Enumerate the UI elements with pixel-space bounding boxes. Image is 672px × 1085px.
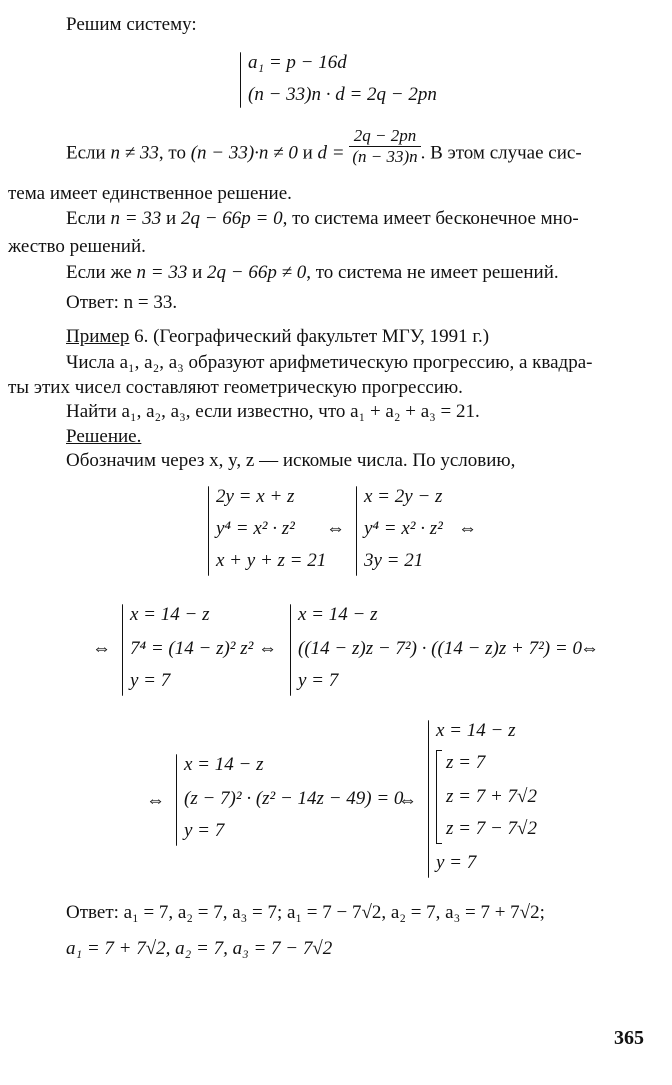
answer-line: Ответ: n = 33. <box>66 292 178 313</box>
equivalence-sign: ⇔ <box>92 638 111 659</box>
page-number: 365 <box>614 1027 644 1049</box>
system-brace <box>240 52 241 108</box>
formula: (n − 33)·n ≠ 0 <box>190 142 298 164</box>
equivalence-sign: ⇔ <box>458 518 477 539</box>
fraction-numerator: 2q − 2pn <box>349 126 420 147</box>
system-line: y = 7 <box>184 820 225 841</box>
fraction-denominator: (n − 33)n <box>352 147 418 167</box>
text: , то <box>158 142 186 164</box>
system-line: y = 7 <box>130 670 171 691</box>
equivalence-sign: ⇔ <box>146 790 165 811</box>
text: Если же <box>66 262 132 283</box>
system-brace <box>356 486 357 576</box>
system-line: z = 7 <box>446 752 486 773</box>
system-brace <box>428 720 429 878</box>
system-line: (n − 33)n · d = 2q − 2pn <box>248 84 437 105</box>
text: Если <box>66 142 106 164</box>
system-line: y⁴ = x² · z² <box>216 518 295 539</box>
system-line: x + y + z = 21 <box>216 550 327 571</box>
answer-line: Ответ: a₁ = 7, a₂ = 7, a₃ = 7; a₁ = 7 − 7√2, a₂ = 7, a₃ = 7 + 7√2; <box>66 902 545 923</box>
system-line: x = 14 − z <box>184 754 264 775</box>
example-label: Пример <box>66 326 130 347</box>
example-heading <box>66 326 489 349</box>
system-brace <box>122 604 123 696</box>
system-line: z = 7 − 7√2 <box>446 818 537 839</box>
text-line <box>66 126 582 168</box>
system-line: x = 14 − z <box>436 720 516 741</box>
text: и <box>166 208 177 229</box>
solution-heading: Решение. <box>66 426 142 447</box>
fraction <box>349 126 420 168</box>
system-brace <box>208 486 209 576</box>
system-line: z = 7 + 7√2 <box>446 786 537 807</box>
text-line <box>66 262 559 285</box>
system-line: x = 2y − z <box>364 486 443 507</box>
formula: d = <box>317 142 345 164</box>
system-brace <box>176 754 177 846</box>
system-line: 2y = x + z <box>216 486 295 507</box>
formula: n = 33 <box>136 262 188 283</box>
text: и <box>192 262 203 283</box>
text: . В этом случае сис- <box>420 142 582 164</box>
text-line: Обозначим через x, y, z — искомые числа. По условию, <box>66 450 516 471</box>
text-line: жество решений. <box>8 236 146 257</box>
equivalence-sign: ⇔ <box>258 638 277 659</box>
text-line <box>66 208 579 231</box>
equivalence-sign: ⇔ <box>580 638 599 659</box>
system-line: (z − 7)² · (z² − 14z − 49) = 0 <box>184 788 404 809</box>
system-line: y⁴ = x² · z² <box>364 518 443 539</box>
answer-line: a₁ = 7 + 7√2, a₂ = 7, a₃ = 7 − 7√2 <box>66 938 333 959</box>
text: и <box>302 142 313 164</box>
text-line: тема имеет единственное решение. <box>8 183 292 204</box>
system-line: x = 14 − z <box>130 604 210 625</box>
text: , то система имеет бесконечное мно- <box>282 208 579 229</box>
text-line: Числа a₁, a₂, a₃ образуют арифметическую прогрессию, а квадра- <box>66 352 593 373</box>
system-bracket <box>436 750 442 844</box>
text-line: Найти a₁, a₂, a₃, если известно, что a₁ + a₂ + a₃ = 21. <box>66 401 480 422</box>
formula: n ≠ 33 <box>110 142 159 164</box>
text: Если <box>66 208 106 229</box>
system-line: ((14 − z)z − 7²) · ((14 − z)z + 7²) = 0 <box>298 638 582 659</box>
example-source: 6. (Географический факультет МГУ, 1991 г.) <box>129 326 490 347</box>
formula: n = 33 <box>110 208 162 229</box>
system-line: y = 7 <box>436 852 477 873</box>
system-line: 3y = 21 <box>364 550 424 571</box>
formula: 2q − 66p ≠ 0 <box>207 262 307 283</box>
intro-text: Решим систему: <box>66 14 197 35</box>
formula: 2q − 66p = 0 <box>180 208 283 229</box>
system-line: 7⁴ = (14 − z)² z² <box>130 638 254 659</box>
equivalence-sign: ⇔ <box>398 790 417 811</box>
system-brace <box>290 604 291 696</box>
system-line: a₁ = p − 16d <box>248 52 347 73</box>
system-line: x = 14 − z <box>298 604 378 625</box>
text: , то система не имеет решений. <box>306 262 559 283</box>
text-line: ты этих чисел составляют геометрическую прогрессию. <box>8 377 463 398</box>
system-line: y = 7 <box>298 670 339 691</box>
equivalence-sign: ⇔ <box>326 518 345 539</box>
